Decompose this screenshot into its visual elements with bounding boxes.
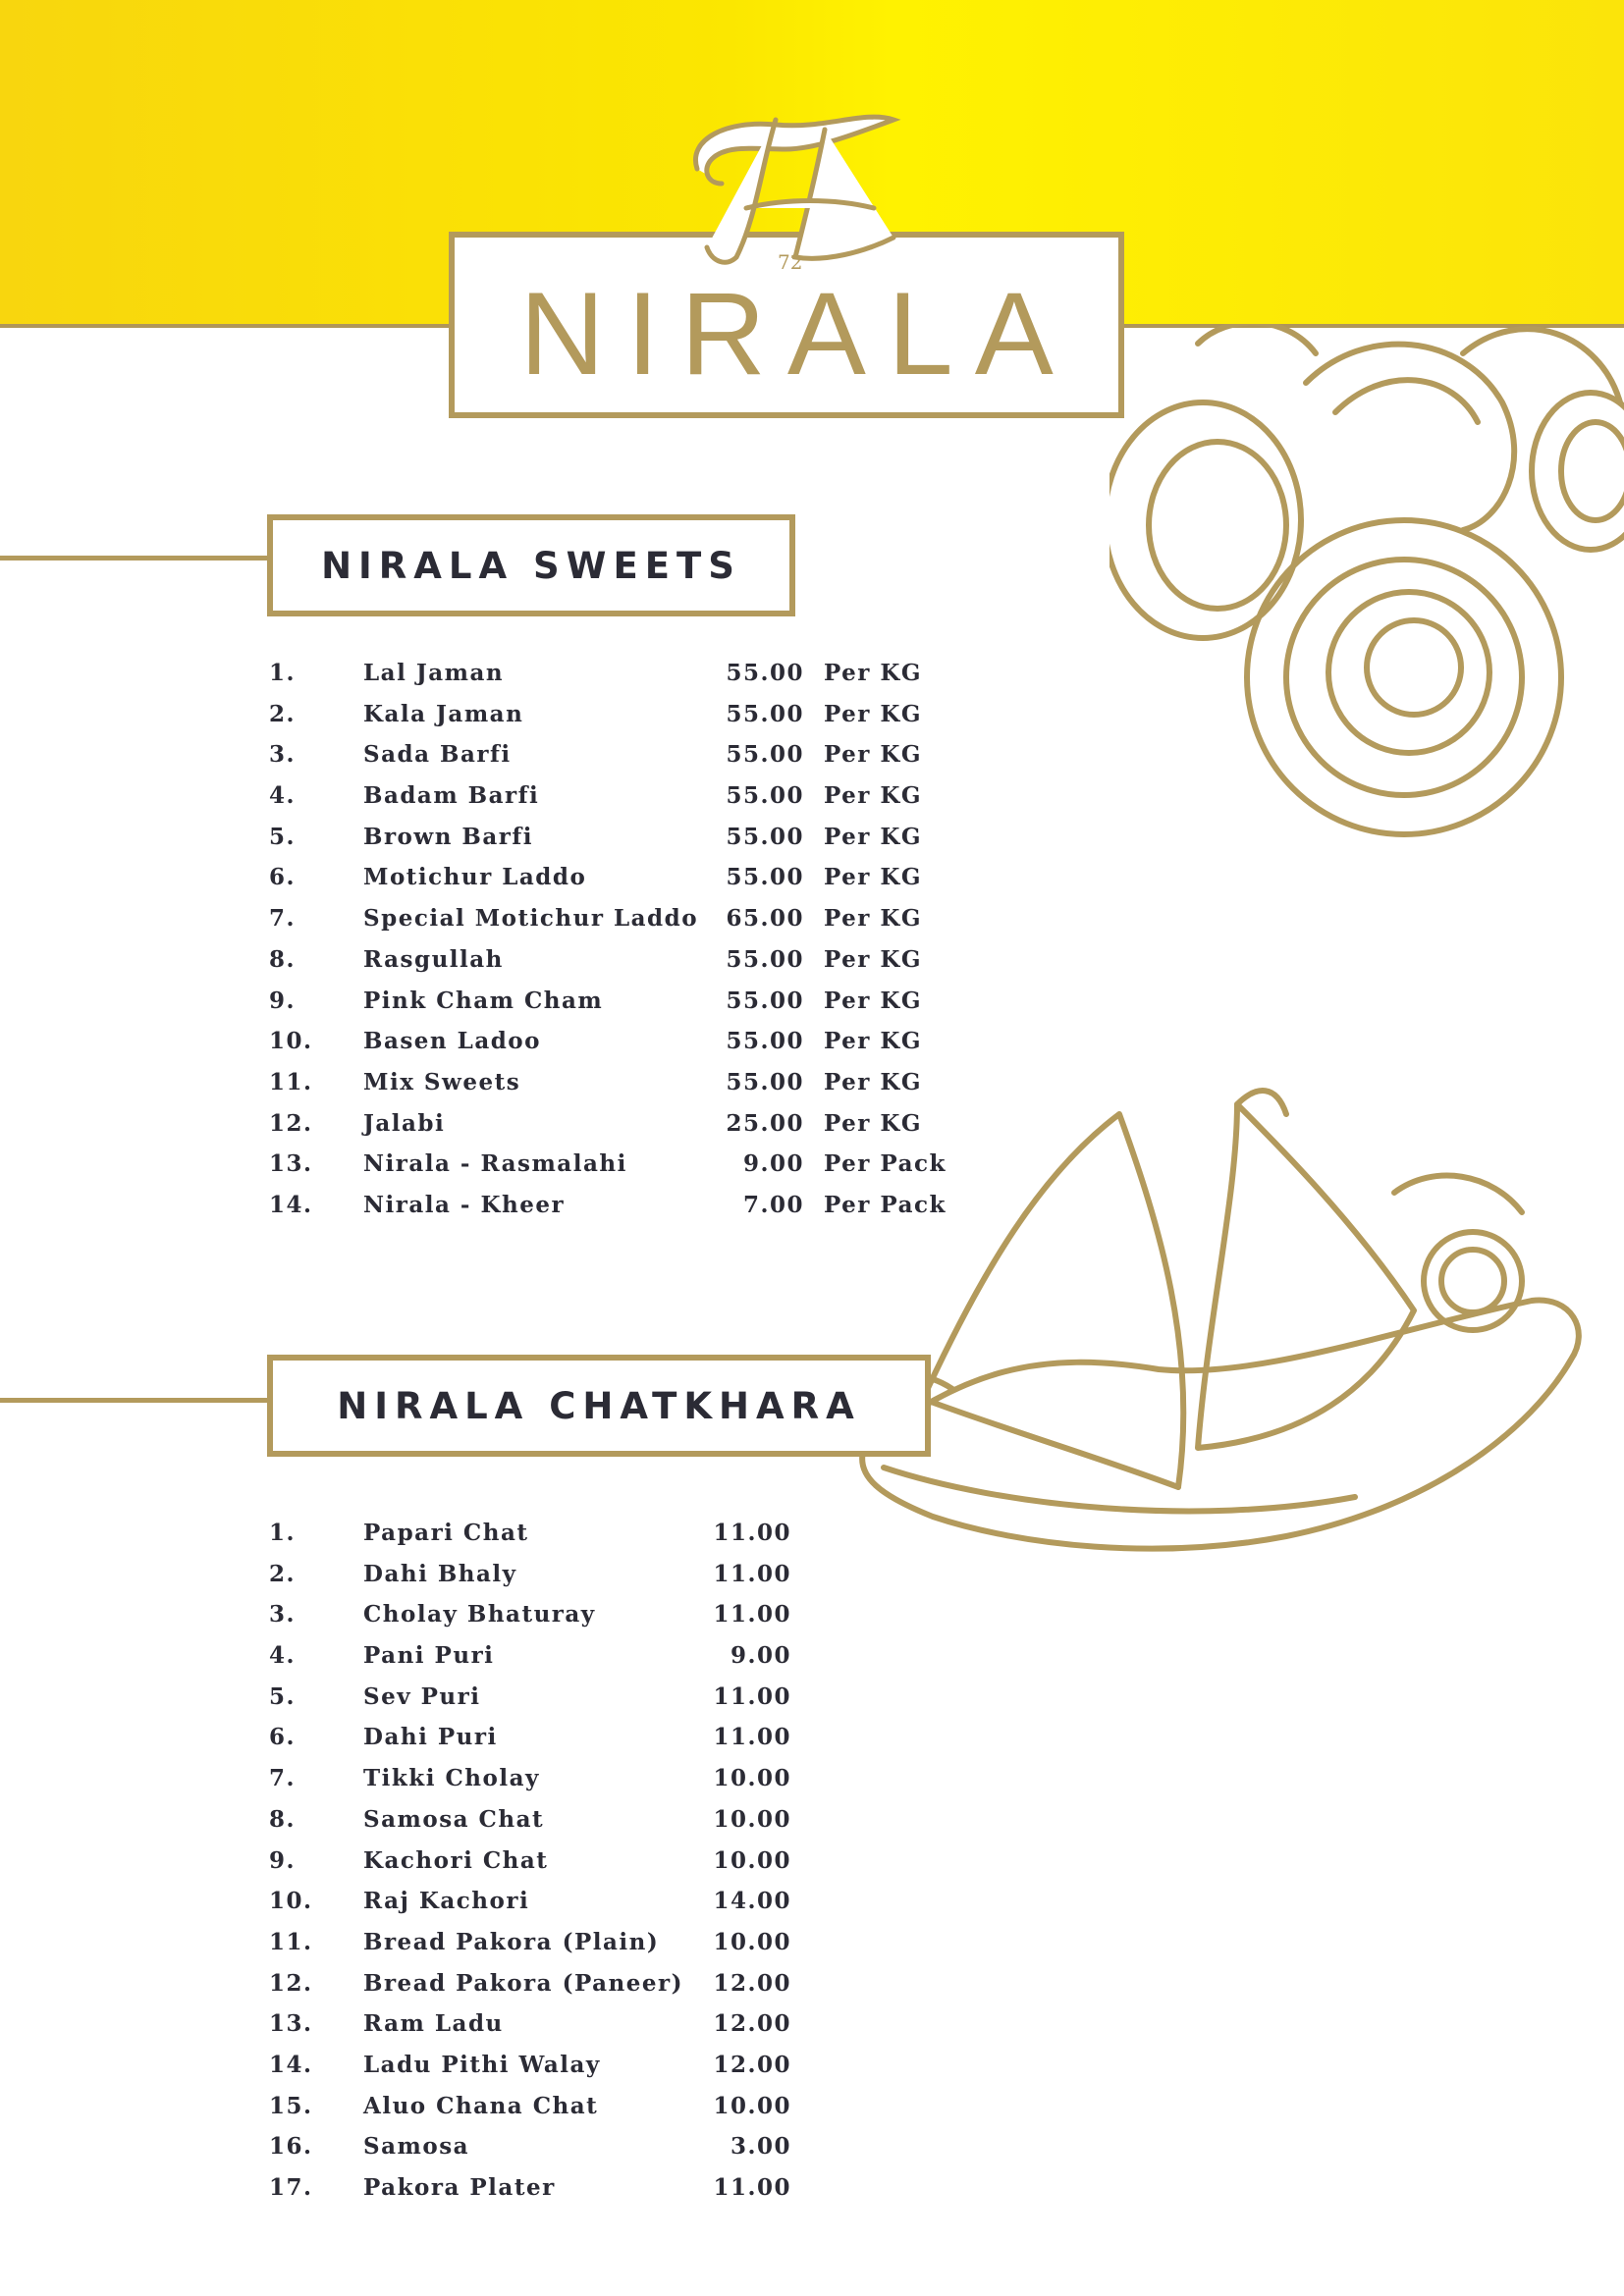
- item-number: 13.: [269, 2010, 313, 2038]
- item-price: 11.00: [713, 1520, 791, 1546]
- item-price: 12.00: [713, 1969, 791, 1997]
- item-price: 55.00: [726, 987, 804, 1014]
- item-number: 4.: [269, 782, 297, 810]
- item-name: Ladu Pithi Walay: [363, 2051, 601, 2078]
- item-unit: Per Pack: [824, 1150, 947, 1178]
- item-number: 3.: [269, 741, 297, 769]
- item-name: Kala Jaman: [363, 700, 524, 727]
- item-number: 12.: [269, 1109, 313, 1137]
- item-price: 10.00: [713, 1765, 791, 1792]
- item-price: 7.00: [742, 1191, 804, 1218]
- item-name: Basen Ladoo: [363, 1028, 541, 1055]
- item-price: 55.00: [726, 1068, 804, 1095]
- chatkhara-divider-line: [0, 1398, 271, 1403]
- item-name: Nirala - Kheer: [363, 1191, 566, 1218]
- item-name: Aluo Chana Chat: [363, 2092, 599, 2119]
- item-number: 11.: [269, 1928, 313, 1955]
- item-name: Rasgullah: [363, 945, 504, 973]
- item-unit: Per KG: [824, 1109, 923, 1137]
- sweets-section-header: [267, 514, 795, 616]
- item-number: 15.: [269, 2092, 313, 2119]
- item-price: 11.00: [713, 1682, 791, 1710]
- item-number: 10.: [269, 1888, 313, 1915]
- item-price: 9.00: [742, 1150, 804, 1178]
- item-number: 9.: [269, 987, 297, 1014]
- item-price: 55.00: [726, 741, 804, 769]
- item-number: 16.: [269, 2133, 313, 2161]
- item-price: 14.00: [713, 1888, 791, 1915]
- item-unit: Per KG: [824, 782, 923, 810]
- item-price: 3.00: [730, 2133, 791, 2161]
- item-number: 7.: [269, 1765, 297, 1792]
- item-name: Brown Barfi: [363, 823, 534, 850]
- item-price: 9.00: [730, 1642, 791, 1670]
- item-name: Nirala - Rasmalahi: [363, 1150, 627, 1178]
- item-unit: Per KG: [824, 945, 923, 973]
- item-name: Special Motichur Laddo: [363, 905, 699, 933]
- item-price: 55.00: [726, 945, 804, 973]
- item-name: Cholay Bhaturay: [363, 1601, 596, 1629]
- item-price: 55.00: [726, 1028, 804, 1055]
- item-price: 65.00: [726, 905, 804, 933]
- item-name: Sev Puri: [363, 1682, 481, 1710]
- item-number: 2.: [269, 700, 297, 727]
- item-number: 14.: [269, 2051, 313, 2078]
- item-price: 10.00: [713, 1805, 791, 1833]
- item-number: 10.: [269, 1028, 313, 1055]
- item-price: 10.00: [713, 2092, 791, 2119]
- item-name: Kachori Chat: [363, 1846, 549, 1874]
- item-unit: Per KG: [824, 1068, 923, 1095]
- item-name: Pink Cham Cham: [363, 987, 604, 1014]
- item-name: Sada Barfi: [363, 741, 512, 769]
- item-price: 25.00: [726, 1109, 804, 1137]
- item-unit: Per KG: [824, 823, 923, 850]
- item-name: Samosa Chat: [363, 1805, 545, 1833]
- item-name: Motichur Laddo: [363, 864, 587, 891]
- item-name: Raj Kachori: [363, 1888, 530, 1915]
- sweets-divider-line: [0, 556, 271, 561]
- item-price: 10.00: [713, 1846, 791, 1874]
- monogram-year: 72: [778, 250, 803, 274]
- item-unit: Per KG: [824, 700, 923, 727]
- item-number: 14.: [269, 1191, 313, 1218]
- item-unit: Per KG: [824, 741, 923, 769]
- item-price: 12.00: [713, 2010, 791, 2038]
- item-unit: Per KG: [824, 864, 923, 891]
- item-number: 7.: [269, 905, 297, 933]
- item-number: 1.: [269, 660, 297, 686]
- item-number: 12.: [269, 1969, 313, 1997]
- item-price: 55.00: [726, 782, 804, 810]
- item-number: 1.: [269, 1520, 297, 1546]
- item-number: 2.: [269, 1560, 297, 1587]
- brand-name: NIRALA: [519, 268, 1075, 400]
- item-name: Papari Chat: [363, 1520, 529, 1546]
- item-name: Pakora Plater: [363, 2174, 556, 2201]
- item-price: 10.00: [713, 1928, 791, 1955]
- item-name: Lal Jaman: [363, 660, 505, 686]
- item-number: 5.: [269, 823, 297, 850]
- item-number: 9.: [269, 1846, 297, 1874]
- item-unit: Per KG: [824, 987, 923, 1014]
- item-unit: Per KG: [824, 660, 923, 686]
- monogram-logo: [668, 90, 923, 277]
- chatkhara-section-header: [267, 1355, 931, 1457]
- item-name: Ram Ladu: [363, 2010, 504, 2038]
- item-number: 8.: [269, 945, 297, 973]
- item-name: Jalabi: [363, 1109, 446, 1137]
- item-number: 8.: [269, 1805, 297, 1833]
- item-number: 6.: [269, 864, 297, 891]
- item-unit: Per KG: [824, 905, 923, 933]
- item-price: 12.00: [713, 2051, 791, 2078]
- item-name: Samosa: [363, 2133, 470, 2161]
- chatkhara-section-title: NIRALA CHATKHARA: [337, 1384, 861, 1427]
- item-number: 11.: [269, 1068, 313, 1095]
- item-price: 55.00: [726, 660, 804, 686]
- jalebi-illustration: [1110, 324, 1624, 854]
- item-unit: Per Pack: [824, 1191, 947, 1218]
- item-price: 55.00: [726, 823, 804, 850]
- item-number: 4.: [269, 1642, 297, 1670]
- item-name: Mix Sweets: [363, 1068, 521, 1095]
- item-name: Bread Pakora (Plain): [363, 1928, 660, 1955]
- item-number: 5.: [269, 1682, 297, 1710]
- item-price: 11.00: [713, 2174, 791, 2201]
- item-price: 11.00: [713, 1560, 791, 1587]
- item-name: Pani Puri: [363, 1642, 495, 1670]
- item-number: 13.: [269, 1150, 313, 1178]
- item-number: 6.: [269, 1724, 297, 1751]
- item-name: Dahi Puri: [363, 1724, 498, 1751]
- item-number: 3.: [269, 1601, 297, 1629]
- item-number: 17.: [269, 2174, 313, 2201]
- item-name: Tikki Cholay: [363, 1765, 540, 1792]
- item-price: 11.00: [713, 1724, 791, 1751]
- item-name: Badam Barfi: [363, 782, 540, 810]
- sweets-section-title: NIRALA SWEETS: [321, 544, 741, 587]
- item-name: Bread Pakora (Paneer): [363, 1969, 684, 1997]
- samosa-illustration: [844, 1075, 1600, 1575]
- item-price: 11.00: [713, 1601, 791, 1629]
- item-unit: Per KG: [824, 1028, 923, 1055]
- item-name: Dahi Bhaly: [363, 1560, 517, 1587]
- item-price: 55.00: [726, 700, 804, 727]
- item-price: 55.00: [726, 864, 804, 891]
